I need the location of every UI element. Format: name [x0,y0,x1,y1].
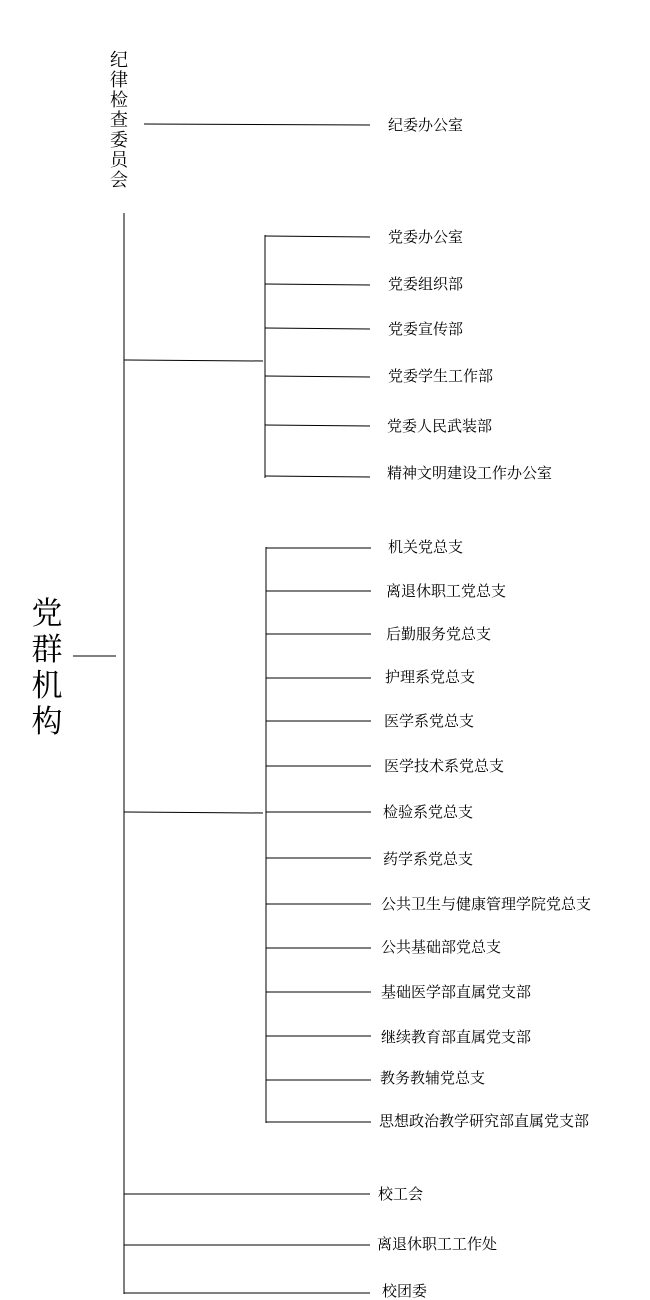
node-laboratory-branch: 检验系党总支 [383,803,474,821]
node-logistics-branch: 后勤服务党总支 [386,625,492,643]
node-nursing-branch: 护理系党总支 [385,668,476,686]
node-public-basic-branch: 公共基础部党总支 [381,938,502,956]
discipline-connector [144,124,370,125]
group1-branch-5 [265,476,370,477]
node-retirees-branch: 离退休职工党总支 [386,582,507,600]
node-publicity-dept: 党委宣传部 [388,320,464,338]
node-academic-affairs-branch: 教务教辅党总支 [380,1069,486,1087]
node-basic-medicine-branch: 基础医学部直属党支部 [381,983,532,1001]
discipline-committee-title: 纪律检查委员会 [110,50,128,191]
node-trade-union: 校工会 [378,1185,424,1203]
group2-connector [124,812,263,813]
group1-branch-0 [265,236,370,237]
node-party-office: 党委办公室 [388,228,464,246]
group1-branch-4 [265,425,370,426]
node-student-work-dept: 党委学生工作部 [388,367,494,385]
node-discipline-office: 纪委办公室 [388,116,464,134]
node-ideology-teaching-branch: 思想政治教学研究部直属党支部 [379,1112,590,1130]
group1-connector [124,360,263,361]
group1-branch-3 [265,376,370,377]
node-medicine-branch: 医学系党总支 [384,712,475,730]
node-youth-league: 校团委 [382,1282,428,1300]
root-title: 党群机构 [31,596,63,740]
group1-branch-2 [265,328,370,329]
node-organs-branch: 机关党总支 [388,538,464,556]
node-continuing-education-branch: 继续教育部直属党支部 [381,1028,532,1046]
node-retirees-office: 离退休职工工作处 [377,1235,498,1253]
node-medtech-branch: 医学技术系党总支 [384,757,505,775]
node-civilization-office: 精神文明建设工作办公室 [387,464,553,482]
group1-branch-1 [265,284,370,285]
node-armed-forces-dept: 党委人民武装部 [387,417,493,435]
node-organization-dept: 党委组织部 [388,275,464,293]
node-public-health-branch: 公共卫生与健康管理学院党总支 [381,895,592,913]
node-pharmacy-branch: 药学系党总支 [383,850,474,868]
